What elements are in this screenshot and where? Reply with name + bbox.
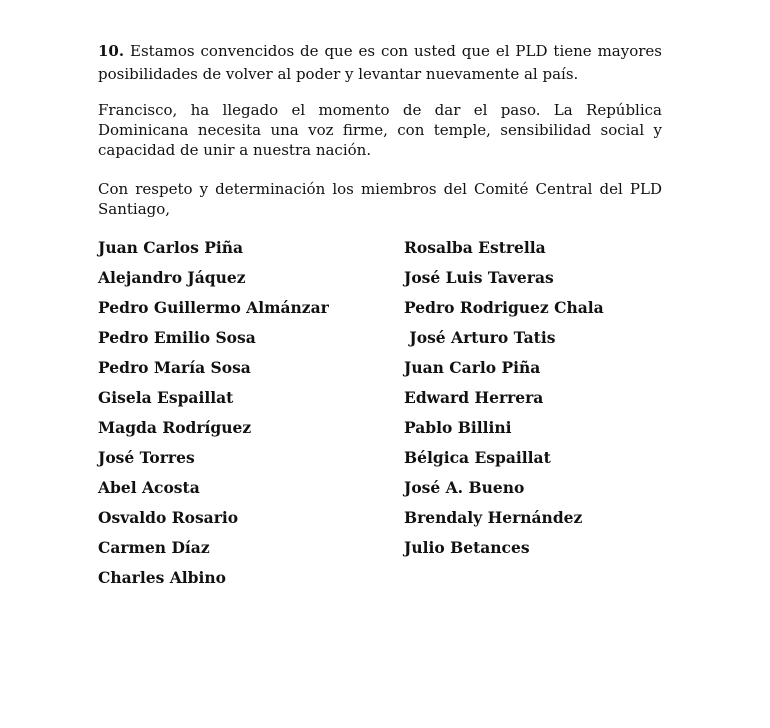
signatory-name: Alejandro Jáquez xyxy=(98,268,246,287)
signatory-name: Bélgica Espaillat xyxy=(404,448,551,467)
paragraph-text: Estamos convencidos de que es con usted que el PLD tiene mayores posibilidades de volver al poder y levantar nuevamente al país. xyxy=(98,42,662,83)
paragraph-francisco: Francisco, ha llegado el momento de dar el paso. La República Dominicana necesita una voz firme, con temple, sensibilidad social y capacidad de unir a nuestra nación. xyxy=(98,101,662,159)
signatory-name: Rosalba Estrella xyxy=(404,238,546,257)
paragraph-closing: Con respeto y determinación los miembros del Comité Central del PLD Santiago, xyxy=(98,180,662,218)
signatory-name: Edward Herrera xyxy=(404,388,544,407)
signatory-name: Carmen Díaz xyxy=(98,538,210,557)
signatory-name: Julio Betances xyxy=(404,538,530,557)
signatory-name: José Luis Taveras xyxy=(404,268,554,287)
signatory-name: Pedro Emilio Sosa xyxy=(98,328,256,347)
signatory-name: Juan Carlos Piña xyxy=(98,238,244,257)
letter-body xyxy=(98,40,662,587)
signatory-name: Pedro Guillermo Almánzar xyxy=(98,298,329,317)
signatory-name: Pablo Billini xyxy=(404,418,512,437)
signatory-name: Pedro Rodriguez Chala xyxy=(404,298,604,317)
signatory-name: José Arturo Tatis xyxy=(404,328,556,347)
paragraph-number: 10. xyxy=(98,42,125,60)
signatory-name: Brendaly Hernández xyxy=(404,508,583,527)
signatory-name: Charles Albino xyxy=(98,568,226,587)
signatory-name: Gisela Espaillat xyxy=(98,388,234,407)
signatory-name: Magda Rodríguez xyxy=(98,418,252,437)
paragraph-10 xyxy=(98,40,662,86)
signatory-name: Pedro María Sosa xyxy=(98,358,251,377)
signatories-left-column xyxy=(98,237,398,597)
signatory-name: Osvaldo Rosario xyxy=(98,508,239,527)
signatory-name: José A. Bueno xyxy=(404,478,525,497)
signatory-name: José Torres xyxy=(98,448,195,467)
signatories-right-column xyxy=(404,237,662,567)
signatory-name: Juan Carlo Piña xyxy=(404,358,541,377)
signatory-name: Abel Acosta xyxy=(98,478,200,497)
